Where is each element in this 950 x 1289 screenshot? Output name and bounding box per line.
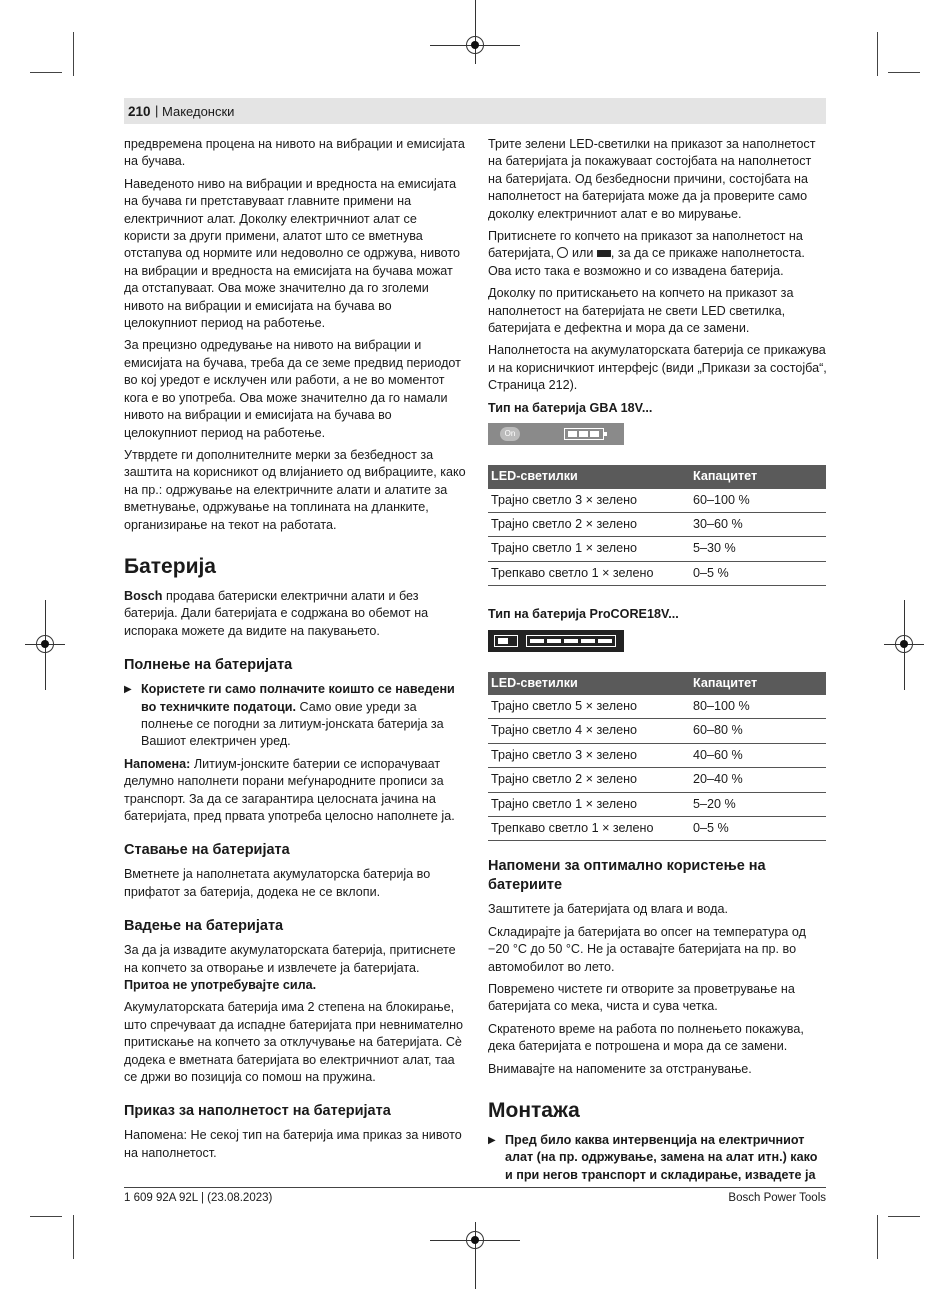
paragraph [124,756,466,826]
led-segment [581,639,595,643]
battery-segment [590,431,599,437]
paragraph: Складирајте ја батеријата во опсег на температура од −20 °C до 50 °C. Не ја оставајте батеријата на пр. во автомобилот во лето. [488,924,806,974]
table-cell: Трајно светло 1 × зелено [488,537,690,561]
paragraph [124,588,466,640]
paragraph [488,228,828,280]
paragraph: Внимавајте на напомените за отстранување. [488,1061,752,1076]
header-language: | Македонски [162,104,234,119]
heading-tips: Напомени за оптимално користење на батериите [488,858,766,894]
heading-procore: Тип на батерија ProCORE18V... [488,607,679,622]
led-segment [547,639,561,643]
text: Литиум-јонските батерии се испорачуваат делумно наполнети порани меѓународните прописи за транспорт. За да се загарантира целосната јачина на батеријата, пред првата употреба целосно наполнете ја. [124,756,455,823]
registration-mark-icon [466,1231,484,1249]
table-cell: 5–30 % [690,537,826,561]
crop-mark [73,1215,74,1259]
table-cell: Трајно светло 2 × зелено [488,512,690,536]
bold-text: Користете ги само полначите коишто се наведени во техничките податоци. [141,682,455,714]
bold-text: Притоа не употребувајте сила. [124,978,317,993]
table-row [488,537,826,561]
table-header: LED-светилки [488,465,690,488]
footer-rule [124,1187,826,1188]
bold-text: Напомена: [124,756,191,771]
registration-line [475,0,476,64]
table-header: Капацитет [690,465,826,488]
led-segment [564,639,578,643]
page-number: 210 [128,104,151,119]
paragraph: Наведеното ниво на вибрации и вредноста на емисијата на бучава ги претставуваат главните примени на електричниот алат. Доколку електричниот алат се користи за други примени, алатот што се вметнува отстапува од нормите или недоволно се одржува, нивото на вибрации и вредноста на емисијата на бучава можат да отстапуваат. Ова може значително да го зголеми нивото на вибрации и емисијата на бучава во целокупниот период на работење. [124,176,461,331]
bold-text: Bosch [124,588,163,603]
battery-segment [568,431,577,437]
gba-battery-indicator-image [488,423,624,445]
crop-mark [73,32,74,76]
paragraph: Трите зелени LED-светилки на приказот за наполнетост на батеријата ја покажуваат состојбата на наполнетост на батеријата. Од безбедносни причини, состојбата на наполнетост на батеријата може да ја проверите само доколку електричниот алат е во мирување. [488,137,816,221]
table-header-row [488,672,826,695]
table-row [488,561,826,585]
led-segment [530,639,544,643]
paragraph [124,942,466,994]
crop-mark [888,1216,920,1217]
table-cell: Трајно светло 2 × зелено [488,768,690,792]
heading-charging: Полнење на батеријата [124,657,293,674]
led-table-gba [488,465,826,586]
table-header: Капацитет [690,672,826,695]
table-cell: 60–80 % [690,719,826,743]
paragraph: Заштитете ја батеријата од влага и вода. [488,902,728,917]
section-heading-battery: Батерија [124,554,216,578]
text: Само овие уреди за полнење се погодни за литиум-јонската батерија за Вашиот електричен уред. [141,699,444,749]
table-row [488,489,826,513]
table-row [488,743,826,767]
led-table-procore [488,672,826,842]
bold-text: Пред било каква интервенција на електричниот алат (на пр. одржување, замена на алат итн.) како и при негов транспорт и складирање, извадете ја [505,1133,818,1182]
bullet-item [124,681,466,751]
right-column [488,136,828,1189]
heading-insert: Ставање на батеријата [124,842,290,859]
table-row [488,512,826,536]
table-row [488,792,826,816]
crop-mark [877,1215,878,1259]
paragraph: Наполнетоста на акумулаторската батерија се прикажува и на корисничкиот интерфејс (види „Прикази за состојба“, Страница 212). [488,343,827,393]
on-button-icon: On [500,427,520,441]
registration-mark-icon [36,635,54,653]
footer-brand: Bosch Power Tools [728,1192,826,1204]
table-cell: 0–5 % [690,816,826,840]
table-cell: Трепкаво светло 1 × зелено [488,561,690,585]
table-cell: Трепкаво светло 1 × зелено [488,816,690,840]
battery-button-icon [557,247,568,258]
text: За да ја извадите акумулаторската батерија, притиснете на копчето за отворање и извлечете ја батеријата. [124,943,456,975]
section-heading-mounting: Монтажа [488,1099,580,1123]
heading-gba: Тип на батерија GBA 18V... [488,400,653,415]
table-cell: 5–20 % [690,792,826,816]
table-cell: 80–100 % [690,695,826,719]
crop-mark [888,72,920,73]
table-row [488,719,826,743]
table-cell: Трајно светло 5 × зелено [488,695,690,719]
table-row [488,695,826,719]
text: Притиснете го копчето на приказот за наполнетост на батеријата, [488,229,803,261]
table-cell: 40–60 % [690,743,826,767]
table-cell: Трајно светло 4 × зелено [488,719,690,743]
paragraph: Доколку по притискањето на копчето на приказот за наполнетост на батеријата не свети LED светилка, батеријата е дефектна и мора да се замени. [488,286,794,336]
crop-mark [877,32,878,76]
footer-doc-code: 1 609 92A 92L | (23.08.2023) [124,1192,273,1204]
heading-remove: Вадење на батеријата [124,918,284,935]
table-cell: 0–5 % [690,561,826,585]
table-cell: 30–60 % [690,512,826,536]
heading-display: Приказ за наполнетост на батеријата [124,1103,391,1120]
battery-tip [604,432,607,436]
paragraph: Скратеното време на работа по полнењето покажува, дека батеријата е потрошена и мора да се замени. [488,1021,804,1054]
table-cell: 60–100 % [690,489,826,513]
paragraph: Вметнете ја наполнетата акумулаторска батерија во прифатот за батерија, додека не се вклопи. [124,867,431,899]
registration-mark-icon [895,635,913,653]
paragraph: Акумулаторската батерија има 2 степена на блокирање, што спречуваат да испадне батеријата при невнимателно притискање на копчето за отклучување на батеријата. Сè додека е вметната батеријата во електричниот алат, таа се држи во позиција со помош на пружина. [124,1000,464,1085]
paragraph: предвремена процена на нивото на вибрации и емисијата на бучава. [124,137,465,169]
battery-segment [498,638,508,644]
left-column [124,136,466,1167]
table-header-row [488,465,826,488]
battery-level-icon [597,250,611,257]
paragraph: Напомена: Не секој тип на батерија има приказ за нивото на наполнетост. [124,1128,462,1160]
text: , за да се прикаже наполнетоста. Ова исто така е возможно и со извадена батерија. [488,246,805,278]
text: или [568,246,597,261]
paragraph: За прецизно одредување на нивото на вибрации и емисијата на бучава, треба да се земе предвид периодот во кој уредот е исклучен или работи, а не во моментот кога е во употреба. Ова може значително да го намали нивото на вибрации и емисијата на бучава во целокупниот период на работење. [124,338,461,440]
paragraph: Повремено чистете ги отворите за проветрување на батеријата со мека, чиста и сува четка. [488,982,795,1014]
table-cell: 20–40 % [690,768,826,792]
bullet-item [488,1132,828,1184]
table-header: LED-светилки [488,672,690,695]
text: продава батериски електрични алати и без батерија. Дали батеријата е содржана во обемот на испорака можете да видите на пакувањето. [124,588,429,638]
paragraph: Утврдете ги дополнителните мерки за безбедност за заштита на корисникот од влијанието од вибрациите, како на пр.: одржување на електричните алати и алатите за вметнување, одржување на топлината на дланките, организирање на текот на работата. [124,447,466,532]
table-row [488,768,826,792]
battery-segment [579,431,588,437]
table-cell: Трајно светло 1 × зелено [488,792,690,816]
crop-mark [30,72,62,73]
procore-battery-indicator-image [488,630,624,652]
table-cell: Трајно светло 3 × зелено [488,743,690,767]
led-segment [598,639,612,643]
table-row [488,816,826,840]
crop-mark [30,1216,62,1217]
registration-mark-icon [466,36,484,54]
table-cell: Трајно светло 3 × зелено [488,489,690,513]
